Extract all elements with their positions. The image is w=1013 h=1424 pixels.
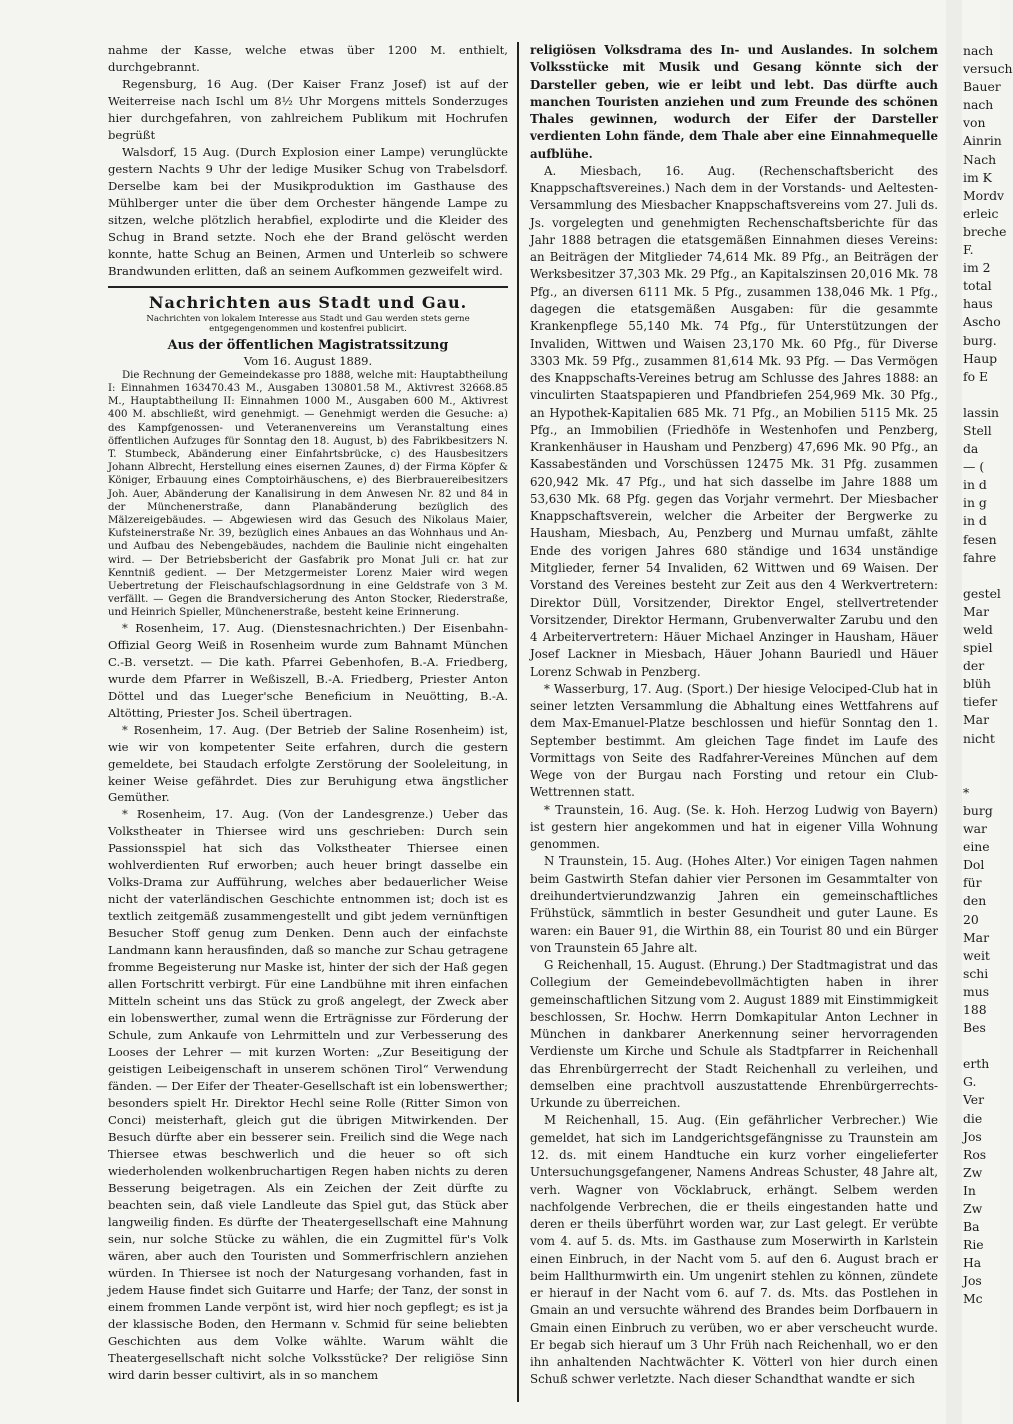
cutoff-line: in d — [963, 513, 987, 529]
cutoff-line: Zw — [963, 1164, 983, 1180]
cutoff-line: für — [963, 875, 982, 891]
cutoff-line — [963, 386, 1000, 404]
cutoff-line: in d — [963, 477, 987, 493]
section-divider — [108, 286, 508, 288]
cutoff-line: Ver — [963, 1092, 985, 1108]
cutoff-line: Mordv — [963, 187, 1005, 203]
cutoff-line — [963, 1037, 1000, 1055]
cutoff-line: Haup — [963, 350, 998, 366]
cutoff-line: Mar — [963, 603, 989, 619]
article-wasserburg: * Wasserburg, 17. Aug. (Sport.) Der hiesige Velociped-Club hat in seiner letzten Versammlung die Abhaltung eines Wettfahrens auf dem Max-Emanuel-Platze beschlossen und hiefür Sonntag den 1. September bestimmt. Am gleichen Tage findet im Laufe des Vormittags von Seite des Radfahrer-Vereines München auf dem Wege von der Burgau nach Forsting und retour ein Club-Wettrennen statt. — [530, 681, 938, 800]
cutoff-line: Dol — [963, 857, 985, 873]
magistrat-block — [108, 369, 508, 620]
cutoff-line: G. — [963, 1074, 977, 1090]
cutoff-line: eine — [963, 839, 990, 855]
cutoff-line: Ascho — [963, 314, 1001, 330]
cutoff-line: Jos — [963, 1273, 982, 1289]
cutoff-line — [963, 567, 1000, 585]
cutoff-line: erleic — [963, 205, 999, 221]
cutoff-line: schi — [963, 965, 989, 981]
cutoff-line: * — [963, 784, 970, 800]
cutoff-line: Mar — [963, 712, 989, 728]
cutoff-line: Bauer — [963, 79, 1001, 95]
cutoff-line: burg — [963, 802, 993, 818]
cutoff-line: Ba — [963, 1219, 980, 1235]
cutoff-line: im K — [963, 169, 992, 185]
cutoff-line: Ha — [963, 1255, 982, 1271]
cutoff-line: in g — [963, 495, 987, 511]
cutoff-line: Ainrin — [963, 133, 1002, 149]
cutoff-line: Bes — [963, 1020, 986, 1036]
column-1 — [108, 42, 508, 1384]
cutoff-line: fahre — [963, 549, 997, 565]
cutoff-line: F. — [963, 242, 974, 258]
cutoff-line: die — [963, 1110, 983, 1126]
article-rosenheim-3: * Rosenheim, 17. Aug. (Von der Landesgrenze.) Ueber das Volkstheater in Thiersee wird uns geschrieben: Durch sein Passionsspiel hat sich das Volkstheater Thiersee einen wohlverdienten Ruf erworben; auch heuer bringt dasselbe ein Volks-Drama zur Aufführung, welches aber bedauerlicher Weise nicht der vaterländischen Geschichte entnommen ist; doch ist es textlich zeitgemäß zusammengestellt und gibt jedem vernünftigen Besucher Stoff genug zum Denken. Denn auch der einfachste Landmann kann herausfinden, daß so manche zur Schau getragene fromme Begeisterung nur Maske ist, hinter der sich der Haß gegen allen Fortschritt verbirgt. Für eine Landbühne mit ihren einfachen Mitteln scheint uns das Stück zu groß angelegt, der Zweck aber ein lobenswerther, zumal wenn die Erträgnisse zur Förderung der Schule, zum Ankaufe von Lehrmitteln und zur Verbesserung des Looses der Lehrer — mit kurzen Worten: „Zur Beseitigung der geistigen Leibeigenschaft in unserem schönen Tirol“ Verwendung fänden. — Der Eifer der Theater-Gesellschaft ist ein lobenswerther; besonders spielt Hr. Direktor Hechl seine Rolle (Ritter Simon von Conci) meisterhaft, gleich gut die übrigen Mitwirkenden. Der Besuch dürfte aber ein besserer sein. Freilich sind die Wege nach Thiersee etwas beschwerlich und die heuer so oft sich wiederholenden wolkenbruchartigen Regen haben nichts zu deren Besserung beigetragen. Als ein Zeichen der Zeit dürfte zu beachten sein, daß viele Landleute das Spiel gut, das Stück aber langweilig finden. Es dürfte der Theatergesellschaft eine Mahnung sein, nur solche Stücke zu wählen, die ein Zugmittel für's Volk wären, aber auch den Touristen und Sommerfrischlern anziehen würden. In Thiersee ist noch der Naturgesang vorhanden, fast in jedem Hause findet sich Guitarre und Harfe; der Tanz, der sonst in einem frommen Lande verpönt ist, wird hier noch gepflegt; es ist ja der klassische Boden, den Hermann v. Schmid für seine beliebten Geschichten aus dem Volke wählte. Warum wählt die Theatergesellschaft nicht solche Volksstücke? Der religiöse Sinn wird darin besser cultivirt, als in so manchem — [108, 807, 508, 1382]
cutoff-line: von — [963, 115, 986, 131]
cutoff-line: — ( — [963, 459, 985, 475]
cutoff-line: 188 — [963, 1001, 987, 1017]
article-thiersee-continuation: religiösen Volksdrama des In- und Auslandes. In solchem Volksstücke mit Musik und Gesang könnte sich der Darsteller geben, wie er leibt und lebt. Das dürfte auch manchen Touristen anziehen und zum Freunde des schönen Thales gewinnen, wodurch der Eifer der Darsteller verdienten Lohn fände, dem Thale aber eine Einnahmequelle aufblühe. — [530, 43, 938, 161]
cutoff-line: weit — [963, 947, 990, 963]
article-traunstein-2: N Traunstein, 15. Aug. (Hohes Alter.) Vor einigen Tagen nahmen beim Gastwirth Stefan dahier vier Personen im Gesammtalter von dreihundertvierundzwanzig Jahren ein gemeinschaftliches Frühstück, sämmtlich in bester Gesundheit und guter Laune. Es waren: ein Bauer 91, die Wirthin 88, ein Tourist 80 und ein Bürger von Traunstein 65 Jahre alt. — [530, 854, 938, 955]
article-reichenhall-2: M Reichenhall, 15. Aug. (Ein gefährlicher Verbrecher.) Wie gemeldet, hat sich im Landgerichtsgefängnisse zu Traunstein am 12. ds. mit einem Handtuche ein kurz vorher eingelieferter Untersuchungsgefangener, Namens Andreas Schuster, 48 Jahre alt, verh. Wagner von Vöcklabruck, erhängt. Selbem werden nachfolgende Verbrechen, die er theils eingestanden hatte und deren er theils überführt worden war, zur Last gelegt. Er verübte vom 4. auf 5. ds. Mts. im Gasthause zum Moserwirth in Karlstein einen Einbruch, in der Nacht vom 5. auf den 6. August brach er beim Hallthurmwirth ein. Um ungenirt stehlen zu können, zündete er hierauf in der Nacht vom 6. auf 7. ds. Mts. das Postlehen in Gmain an und versuchte während des Brandes beim Dorfbauern in Gmain einen Einbruch zu verüben, wo er aber verscheucht wurde. Er begab sich hierauf um 3 Uhr Früh nach Reichenhall, wo er den ihn anhaltenden Nachtwächter K. Vötterl von hier durch einen Schuß schwer verletzte. Nach dieser Schandthat wandte er sich — [530, 1113, 938, 1387]
cutoff-line: fo E — [963, 368, 989, 384]
cutoff-line: den — [963, 893, 987, 909]
cutoff-line: im 2 — [963, 260, 991, 276]
section-heading: Nachrichten aus Stadt und Gau. — [148, 292, 468, 312]
article-miesbach: A. Miesbach, 16. Aug. (Rechenschaftsbericht des Knappschaftsvereines.) Nach dem in der Vorstands- und Aeltesten-Versammlung des Miesbacher Knappschaftsvereins vom 27. Juli ds. Js. vorgelegten und genehmigten Rechenschaftsberichte für das Jahr 1888 betragen die etatsgemäßen Einnahmen dieses Vereins: an Beiträgen der Mitglieder 74,614 Mk. 89 Pfg., an Beiträgen der Werksbesitzer 37,303 Mk. 29 Pfg., an Kapitalszinsen 20,016 Mk. 78 Pfg., an diversen 6111 Mk. 5 Pfg., zusammen 138,046 Mk. 1 Pfg., dagegen die etatsgemäßen Ausgaben: für die gesammte Krankenpflege 55,140 Mk. 74 Pfg., für Unterstützungen der Invaliden, Wittwen und Waisen 23,170 Mk. 60 Pfg., für Diverse 3303 Mk. 59 Pfg., zusammen 81,614 Mk. 93 Pfg. — Das Vermögen des Knappschafts-Vereines betrug am Schlusse des Jahres 1888: an vinculirten Staatspapieren und Pfandbriefen 254,969 Mk. 30 Pfg., an Hypothek-Kapitalien 685 Mk. 71 Pfg., an Mobilien 5115 Mk. 25 Pfg., an Immobilien (Friedhöfe in Westenhofen und Penzberg, Krankenhäuser in Hausham und Penzberg) 47,696 Mk. 90 Pfg., an Kassabeständen und Vorschüssen 12475 Mk. 31 Pfg. zusammen 620,942 Mk. 47 Pfg., und hat sich dasselbe im Jahre 1888 um 53,630 Mk. 68 Pfg. gegen das Vorjahr vermehrt. Der Miesbacher Knappschaftsverein, welcher die Arbeiter der Bergwerke zu Hausham, Miesbach, Au, Penzberg und Murnau umfaßt, zählte Ende des vorigen Jahres 680 ständige und 1634 unständige Mitglieder, ferner 54 Invaliden, 62 Wittwen und 69 Waisen. Der Vorstand des Vereines besteht zur Zeit aus den 4 Werkvertretern: Direktor Düll, Vorsitzender, Direktor Engel, stellvertretender Vorsitzender, Direktor Hermann, Grubenverwalter Zarubu und den 4 Arbeitervertretern: Häuer Michael Anzinger in Hausham, Häuer Josef Lackner in Miesbach, Häuer Johann Bauriedl und Häuer Lorenz Schwab in Penzberg. — [530, 163, 938, 679]
cutoff-line: fesen — [963, 531, 997, 547]
cutoff-line: Nach — [963, 151, 997, 167]
cutoff-line: Stell — [963, 422, 992, 438]
cutoff-line: 20 — [963, 911, 979, 927]
article-rosenheim-1: * Rosenheim, 17. Aug. (Dienstesnachrichten.) Der Eisenbahn-Offizial Georg Weiß in Rosenheim wurde zum Bahnamt München C.-B. versetzt. — Die kath. Pfarrei Gebenhofen, B.-A. Friedberg, wurde dem Pfarrer in Weßiszell, B.-A. Friedberg, Priester Anton Döttel und das Lueger'sche Beneficium in Neuötting, B.-A. Altötting, Priester Jos. Scheil übertragen. — [108, 620, 508, 720]
article-top-continuation: nahme der Kasse, welche etwas über 1200 M. enthielt, durchgebrannt. — [108, 43, 508, 74]
article-rosenheim-2: * Rosenheim, 17. Aug. (Der Betrieb der Saline Rosenheim) ist, wie wir von kompetenter Seite erfahren, durch die gestern gemeldete, bei Staudach erfolgte Zerstörung der Sooleleitung, in keiner Weise gefährdet. Dies zur Beruhigung etwa ängstlicher Gemüther. — [108, 722, 508, 805]
subsection-heading: Aus der öffentlichen Magistratssitzung — [167, 337, 449, 353]
column-3-cutoff — [963, 42, 1013, 1309]
cutoff-line: Mar — [963, 929, 989, 945]
cutoff-line — [963, 766, 1000, 784]
article-traunstein-1: * Traunstein, 16. Aug. (Se. k. Hoh. Herzog Ludwig von Bayern) ist gestern hier angekommen und hat in eigener Villa Wohnung genommen. — [530, 802, 938, 852]
cutoff-line: nicht — [963, 730, 995, 746]
cutoff-line: blüh — [963, 676, 991, 692]
cutoff-line: total — [963, 278, 992, 294]
cutoff-line: Zw — [963, 1201, 983, 1216]
cutoff-line: In — [963, 1182, 976, 1198]
cutoff-line: der — [963, 658, 985, 674]
cutoff-line: Rie — [963, 1237, 984, 1253]
cutoff-line: breche — [963, 223, 1007, 239]
cutoff-line: nach — [963, 97, 994, 113]
column-rule-left — [517, 42, 519, 1402]
cutoff-line: burg. — [963, 332, 997, 348]
article-walsdorf: Walsdorf, 15 Aug. (Durch Explosion einer Lampe) verunglückte gestern Nachts 9 Uhr der ledige Musiker Schug von Trabelsdorf. Derselbe kam bei der Musikproduktion im Gasthause des Mühlberger unter die über dem Orchester hängende Lampe zu sitzen, welche plötzlich herabfiel, explodirte und die Kleider des Schug in Brand setzte. Noch ehe der Brand gelöscht werden konnte, hatte Schug an Beinen, Armen und Unterleib so schwere Brandwunden erlitten, daß an seinem Aufkommen gezweifelt wird. — [108, 144, 508, 278]
section-subtitle: Nachrichten von lokalem Interesse aus Stadt und Gau werden stets gerne entgegengenommen und kostenfrei publicirt. — [146, 313, 470, 334]
cutoff-line: nach — [963, 43, 994, 58]
cutoff-line: Jos — [963, 1128, 982, 1144]
cutoff-line: versuch — [963, 61, 1013, 77]
article-magistrat: Die Rechnung der Gemeindekasse pro 1888, welche mit: Hauptabtheilung I: Einnahmen 163470.43 M., Ausgaben 130801.58 M., Aktivrest 32668.85 M., Hauptabtheilung II: Einnahmen 1000 M., Ausgaben 600 M., Aktivrest 400 M. abschließt, wird genehmigt. — Genehmigt werden die Gesuche: a) des Kampfgenossen- und Veteranenvereins um Veranstaltung eines öffentlichen Aufzuges für Sonntag den 18. August, b) des Fabrikbesitzers N. T. Stumbeck, Abänderung einer Einfahrtsbrücke, c) des Hausbesitzers Johann Albrecht, Herstellung eines eisernen Zaunes, d) der Firma Köpfer & Königer, Erbauung eines Comptoirhäuschens, e) des Bierbrauereibesitzers Joh. Auer, Abänderung der Kanalisirung in dem Anwesen Nr. 82 und 84 in der Münchenerstraße, dann Planabänderung bezüglich des Mälzereigebäudes. — Abgewiesen wird das Gesuch des Nikolaus Maier, Kufsteinerstraße Nr. 39, bezüglich eines Anbaues an das Wohnhaus und An- und Aufbau des Nebengebäudes, nachdem die Baulinie nicht eingehalten wird. — Der Betriebsbericht der Gasfabrik pro Monat Juli cr. hat zur Kenntniß gedient. — Der Metzgermeister Lorenz Maier wird wegen Uebertretung der Fleischaufschlagsordnung in eine Geldstrafe von 3 M. verfällt. — Gegen die Brandversicherung des Anton Stocker, Riederstraße, und Heinrich Spieller, Münchenerstraße, besteht keine Erinnerung. — [108, 369, 508, 619]
article-reichenhall-1: G Reichenhall, 15. August. (Ehrung.) Der Stadtmagistrat und das Collegium der Gemeindebevollmächtigten haben in ihrer gemeinschaftlichen Sitzung vom 2. August 1889 mit Einstimmigkeit beschlossen, Sr. Hochw. Herrn Domkapitular Anton Lechner in München in dankbarer Anerkennung seiner hervorragenden Verdienste um Kirche und Schule als Stadtpfarrer in Reichenhall das Ehrenbürgerrecht der Stadt Reichenhall zu verleihen, und demselben eine prachtvoll auszustattende Ehrenbürgerrechts-Urkunde zu überreichen. — [530, 958, 938, 1111]
cutoff-line: Ros — [963, 1146, 987, 1162]
cutoff-line: lassin — [963, 404, 1000, 420]
cutoff-line: gestel — [963, 585, 1001, 601]
cutoff-line: mus — [963, 983, 990, 999]
cutoff-line — [963, 748, 1000, 766]
cutoff-line: da — [963, 441, 979, 457]
cutoff-line: weld — [963, 622, 993, 637]
cutoff-line: tiefer — [963, 694, 998, 710]
cutoff-line: Mc — [963, 1291, 983, 1307]
cutoff-line: haus — [963, 296, 993, 312]
page-gutter — [946, 0, 962, 1424]
subsection-date: Vom 16. August 1889. — [243, 353, 373, 368]
article-regensburg: Regensburg, 16 Aug. (Der Kaiser Franz Josef) ist auf der Weiterreise nach Ischl um 8½ Uhr Morgens mittels Sonderzuges hier durchgefahren, von zahlreichem Publikum mit Hochrufen begrüßt — [108, 76, 508, 142]
cutoff-line: spiel — [963, 640, 993, 656]
cutoff-line: erth — [963, 1056, 990, 1072]
column-2 — [530, 42, 938, 1389]
cutoff-line: war — [963, 821, 987, 837]
